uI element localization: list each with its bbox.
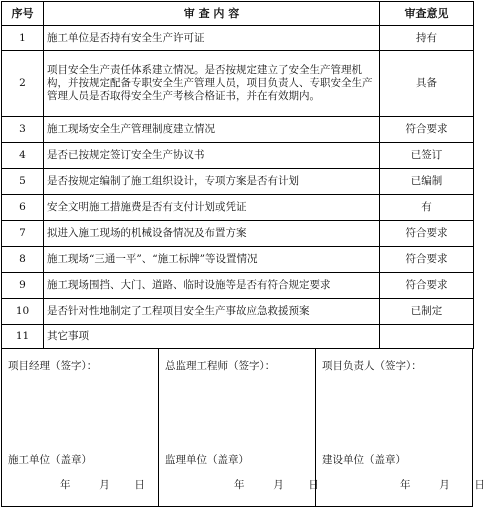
signature-block <box>1 349 485 507</box>
seal-label: 监理单位（盖章） <box>165 454 249 466</box>
date-line <box>60 477 145 492</box>
signature-label: 总监理工程师（签字）： <box>165 360 276 372</box>
date-year-label: 年 <box>400 479 411 491</box>
row-result: 有 <box>380 195 474 221</box>
table-row <box>2 169 474 195</box>
row-number: 9 <box>2 273 44 299</box>
row-content: 其它事项 <box>44 325 380 349</box>
row-content: 安全文明施工措施费是否有支付计划或凭证 <box>44 195 380 221</box>
signature-column-supervisor <box>158 349 319 506</box>
table-row <box>2 299 474 325</box>
header-row <box>2 2 474 26</box>
row-number: 5 <box>2 169 44 195</box>
date-line <box>234 477 319 492</box>
row-result: 符合要求 <box>380 273 474 299</box>
row-number: 4 <box>2 143 44 169</box>
row-result: 持有 <box>380 26 474 51</box>
table-row <box>2 117 474 143</box>
row-number: 8 <box>2 247 44 273</box>
date-month-label: 月 <box>439 479 450 491</box>
date-year-label: 年 <box>60 479 71 491</box>
row-content: 拟进入施工现场的机械设备情况及布置方案 <box>44 221 380 247</box>
row-number: 6 <box>2 195 44 221</box>
table-row <box>2 195 474 221</box>
row-result <box>380 325 474 349</box>
row-content: 项目安全生产责任体系建立情况。是否按规定建立了安全生产管理机构，并按规定配备专职安全生产管理人员，项目负责人、专职安全生产管理人员是否取得安全生产考核合格证书，并在有效期内。 <box>44 51 380 117</box>
review-table <box>1 1 474 349</box>
date-year-label: 年 <box>234 479 245 491</box>
row-content: 施工单位是否持有安全生产许可证 <box>44 26 380 51</box>
row-content: 施工现场“三通一平”、“施工标牌”等设置情况 <box>44 247 380 273</box>
table-row <box>2 143 474 169</box>
row-result: 具备 <box>380 51 474 117</box>
date-month-label: 月 <box>273 479 284 491</box>
seal-label: 建设单位（盖章） <box>322 454 406 466</box>
review-document <box>1 1 485 510</box>
seal-label: 施工单位（盖章） <box>8 454 92 466</box>
row-number: 1 <box>2 26 44 51</box>
row-content: 是否已按规定签订安全生产协议书 <box>44 143 380 169</box>
header-content: 审 查 内 容 <box>44 2 380 26</box>
table-row <box>2 51 474 117</box>
row-number: 2 <box>2 51 44 117</box>
table-row <box>2 325 474 349</box>
header-result: 审查意见 <box>380 2 474 26</box>
date-month-label: 月 <box>99 479 110 491</box>
table-row <box>2 26 474 51</box>
date-day-label: 日 <box>308 479 319 491</box>
date-day-label: 日 <box>474 479 485 491</box>
row-number: 10 <box>2 299 44 325</box>
row-content: 施工现场安全生产管理制度建立情况 <box>44 117 380 143</box>
row-content: 施工现场围挡、大门、道路、临时设施等是否有符合规定要求 <box>44 273 380 299</box>
table-row <box>2 221 474 247</box>
signature-column-contractor <box>2 349 158 506</box>
row-result: 已编制 <box>380 169 474 195</box>
signature-column-owner <box>315 349 485 506</box>
row-number: 7 <box>2 221 44 247</box>
signature-label: 项目经理（签字）： <box>8 360 98 372</box>
row-number: 3 <box>2 117 44 143</box>
row-content: 是否按规定编制了施工组织设计，专项方案是否有计划 <box>44 169 380 195</box>
row-result: 符合要求 <box>380 221 474 247</box>
row-number: 11 <box>2 325 44 349</box>
table-row <box>2 247 474 273</box>
date-day-label: 日 <box>134 479 145 491</box>
row-result: 已签订 <box>380 143 474 169</box>
row-result: 已制定 <box>380 299 474 325</box>
signature-label: 项目负责人（签字）： <box>322 360 422 372</box>
row-result: 符合要求 <box>380 117 474 143</box>
row-result: 符合要求 <box>380 247 474 273</box>
header-no: 序号 <box>2 2 44 26</box>
date-line <box>400 477 485 492</box>
row-content: 是否针对性地制定了工程项目安全生产事故应急救援预案 <box>44 299 380 325</box>
table-row <box>2 273 474 299</box>
